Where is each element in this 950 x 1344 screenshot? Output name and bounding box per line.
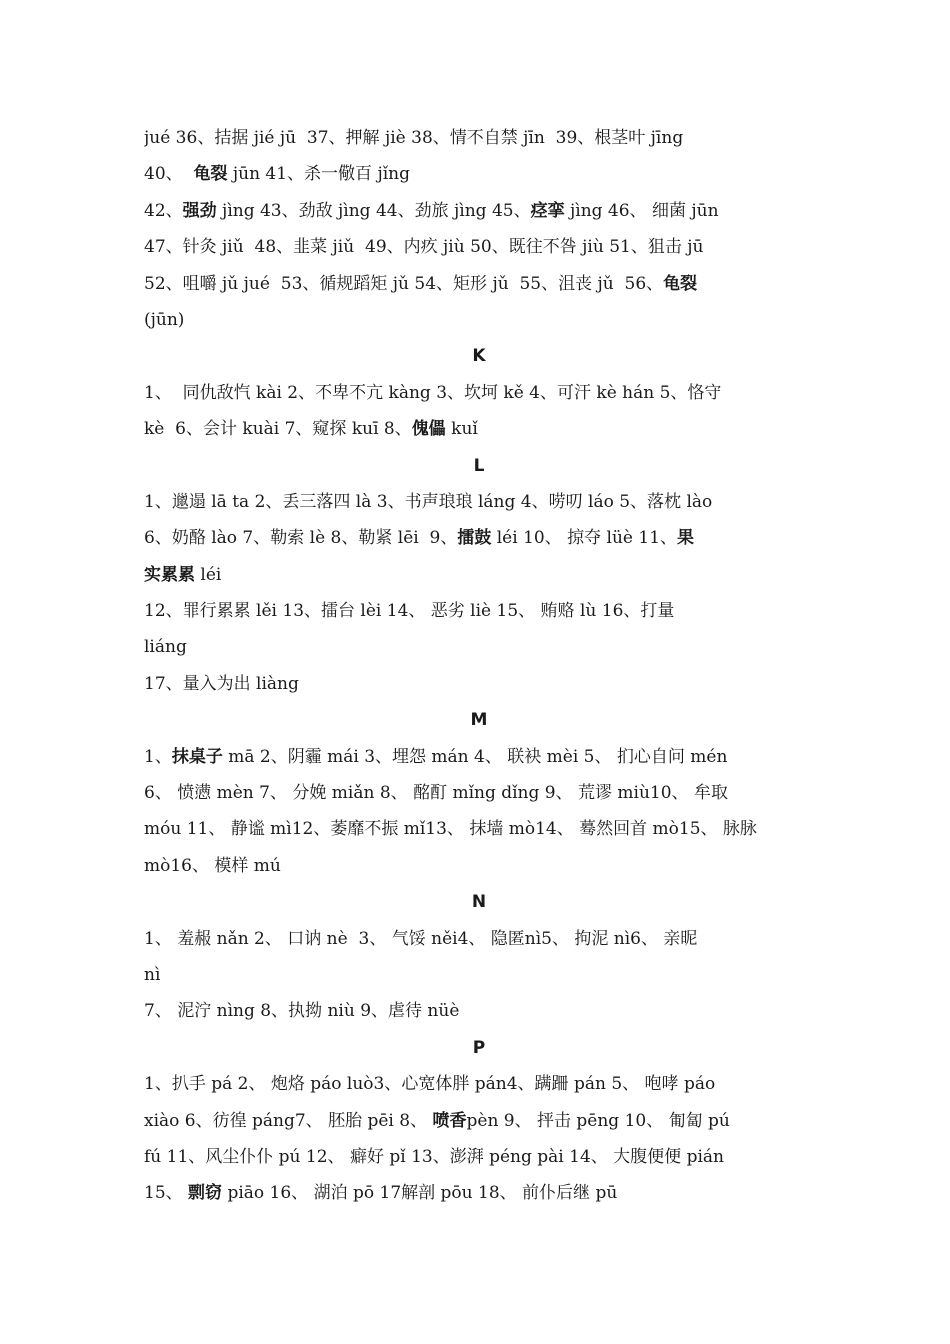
bold-term: 实累累 (144, 564, 195, 585)
text-line (144, 666, 814, 702)
text-run: pèn 9、 抨击 pēng 10、 匍匐 pú (466, 1110, 730, 1131)
section (144, 884, 814, 1030)
text-run: (jūn) (144, 309, 185, 330)
text-run: léi 10、 掠夺 lüè 11、 (491, 528, 678, 549)
bold-term: 龟裂 (193, 164, 228, 185)
section-heading: L (473, 455, 485, 476)
text-line (144, 411, 814, 447)
text-run: móu 11、 静谧 mì12、萎靡不振 mǐ13、 抹墙 mò14、 蓦然回首 mò15、 脉脉 (144, 819, 757, 840)
text-run: 6、 愤懑 mèn 7、 分娩 miǎn 8、 酩酊 mǐng dǐng 9、 荒谬 miù10、 牟取 (144, 783, 728, 804)
text-line (144, 302, 814, 338)
text-run: kuǐ (445, 419, 478, 440)
text-run: mò16、 模样 mú (144, 855, 281, 876)
text-line (144, 120, 814, 156)
section-heading: P (472, 1037, 486, 1058)
text-line (144, 921, 814, 957)
text-run: 15、 (144, 1183, 189, 1204)
text-line (144, 484, 814, 520)
section (144, 702, 814, 884)
text-run: 1、扒手 pá 2、 炮烙 páo luò3、心宽体胖 pán4、蹒跚 pán 5、 咆哮 páo (144, 1074, 716, 1095)
text-run: 1、 同仇敌忾 kài 2、不卑不亢 kàng 3、坎坷 kě 4、可汗 kè hán 5、恪守 (144, 382, 722, 403)
text-line (144, 993, 814, 1029)
text-run: kè 6、会计 kuài 7、窥探 kuī 8、 (144, 419, 412, 440)
text-line (144, 1139, 814, 1175)
bold-term: 痉挛 (530, 200, 565, 221)
pinyin-word-list (144, 120, 814, 1212)
text-run: 1、 羞赧 nǎn 2、 口讷 nè 3、 气馁 něi4、 隐匿nì5、 拘泥 nì6、 亲昵 (144, 928, 698, 949)
text-run: 6、奶酪 lào 7、勒索 lè 8、勒紧 lēi 9、 (144, 528, 458, 549)
text-run: nì (144, 964, 161, 985)
section-heading: N (471, 892, 487, 913)
section-heading: K (472, 346, 486, 367)
text-line (144, 848, 814, 884)
text-line (144, 775, 814, 811)
text-run: xiào 6、彷徨 páng7、 胚胎 pēi 8、 (144, 1110, 433, 1131)
text-run: 40、 (144, 164, 194, 185)
bold-term: 傀儡 (411, 419, 446, 440)
section (144, 338, 814, 447)
text-run: mā 2、阴霾 mái 3、埋怨 mán 4、 联袂 mèi 5、 扪心自问 mén (222, 746, 728, 767)
bold-term: 抹桌子 (171, 746, 223, 767)
section-heading: M (470, 710, 488, 731)
bold-term: 擂鼓 (457, 528, 492, 549)
text-line (144, 629, 814, 665)
text-run: fú 11、风尘仆仆 pú 12、 癖好 pǐ 13、澎湃 péng pài 14、 大腹便便 pián (144, 1146, 724, 1167)
bold-term: 剽窃 (188, 1183, 223, 1204)
text-line (144, 229, 814, 265)
text-line (144, 593, 814, 629)
bold-term: 果 (677, 528, 695, 549)
text-run: 1、邋遢 lā ta 2、丢三落四 là 3、书声琅琅 láng 4、唠叨 láo 5、落枕 lào (144, 491, 713, 512)
bold-term: 强劲 (182, 200, 217, 221)
text-line (144, 156, 814, 192)
text-run: 1、 (144, 746, 172, 767)
text-line (144, 266, 814, 302)
section (144, 448, 814, 703)
text-line (144, 739, 814, 775)
text-line (144, 811, 814, 847)
bold-term: 龟裂 (663, 273, 698, 294)
text-run: jué 36、拮据 jié jū 37、押解 jiè 38、情不自禁 jīn 39、根茎叶 jīng (144, 128, 684, 148)
text-line (144, 557, 814, 593)
text-line (144, 193, 814, 229)
text-run: piāo 16、 湖泊 pō 17解剖 pōu 18、 前仆后继 pū (222, 1183, 618, 1204)
text-line (144, 520, 814, 556)
text-run: jìng 43、劲敌 jìng 44、劲旅 jìng 45、 (216, 200, 531, 221)
bold-term: 喷香 (432, 1110, 467, 1131)
text-run: 12、罪行累累 lěi 13、擂台 lèi 14、 恶劣 liè 15、 贿赂 lù 16、打量 (144, 601, 675, 622)
text-run: léi (195, 564, 222, 585)
text-line (144, 1175, 814, 1211)
text-run: 17、量入为出 liàng (144, 673, 299, 694)
text-run: 47、针灸 jiǔ 48、韭菜 jiǔ 49、内疚 jiù 50、既往不咎 jiù 51、狙击 jū (144, 237, 704, 258)
text-run: 52、咀嚼 jǔ jué 53、循规蹈矩 jǔ 54、矩形 jǔ 55、沮丧 jǔ 56、 (144, 273, 664, 294)
text-line (144, 1066, 814, 1102)
text-run: jūn 41、杀一儆百 jǐng (227, 164, 411, 185)
text-line (144, 957, 814, 993)
text-run: jìng 46、 细菌 jūn (564, 200, 719, 221)
section (144, 1030, 814, 1212)
text-run: 42、 (144, 200, 183, 221)
text-run: 7、 泥泞 nìng 8、执拗 niù 9、虐待 nüè (144, 1001, 460, 1022)
text-line (144, 1103, 814, 1139)
text-line (144, 375, 814, 411)
section (144, 120, 814, 338)
text-run: liáng (144, 637, 187, 658)
